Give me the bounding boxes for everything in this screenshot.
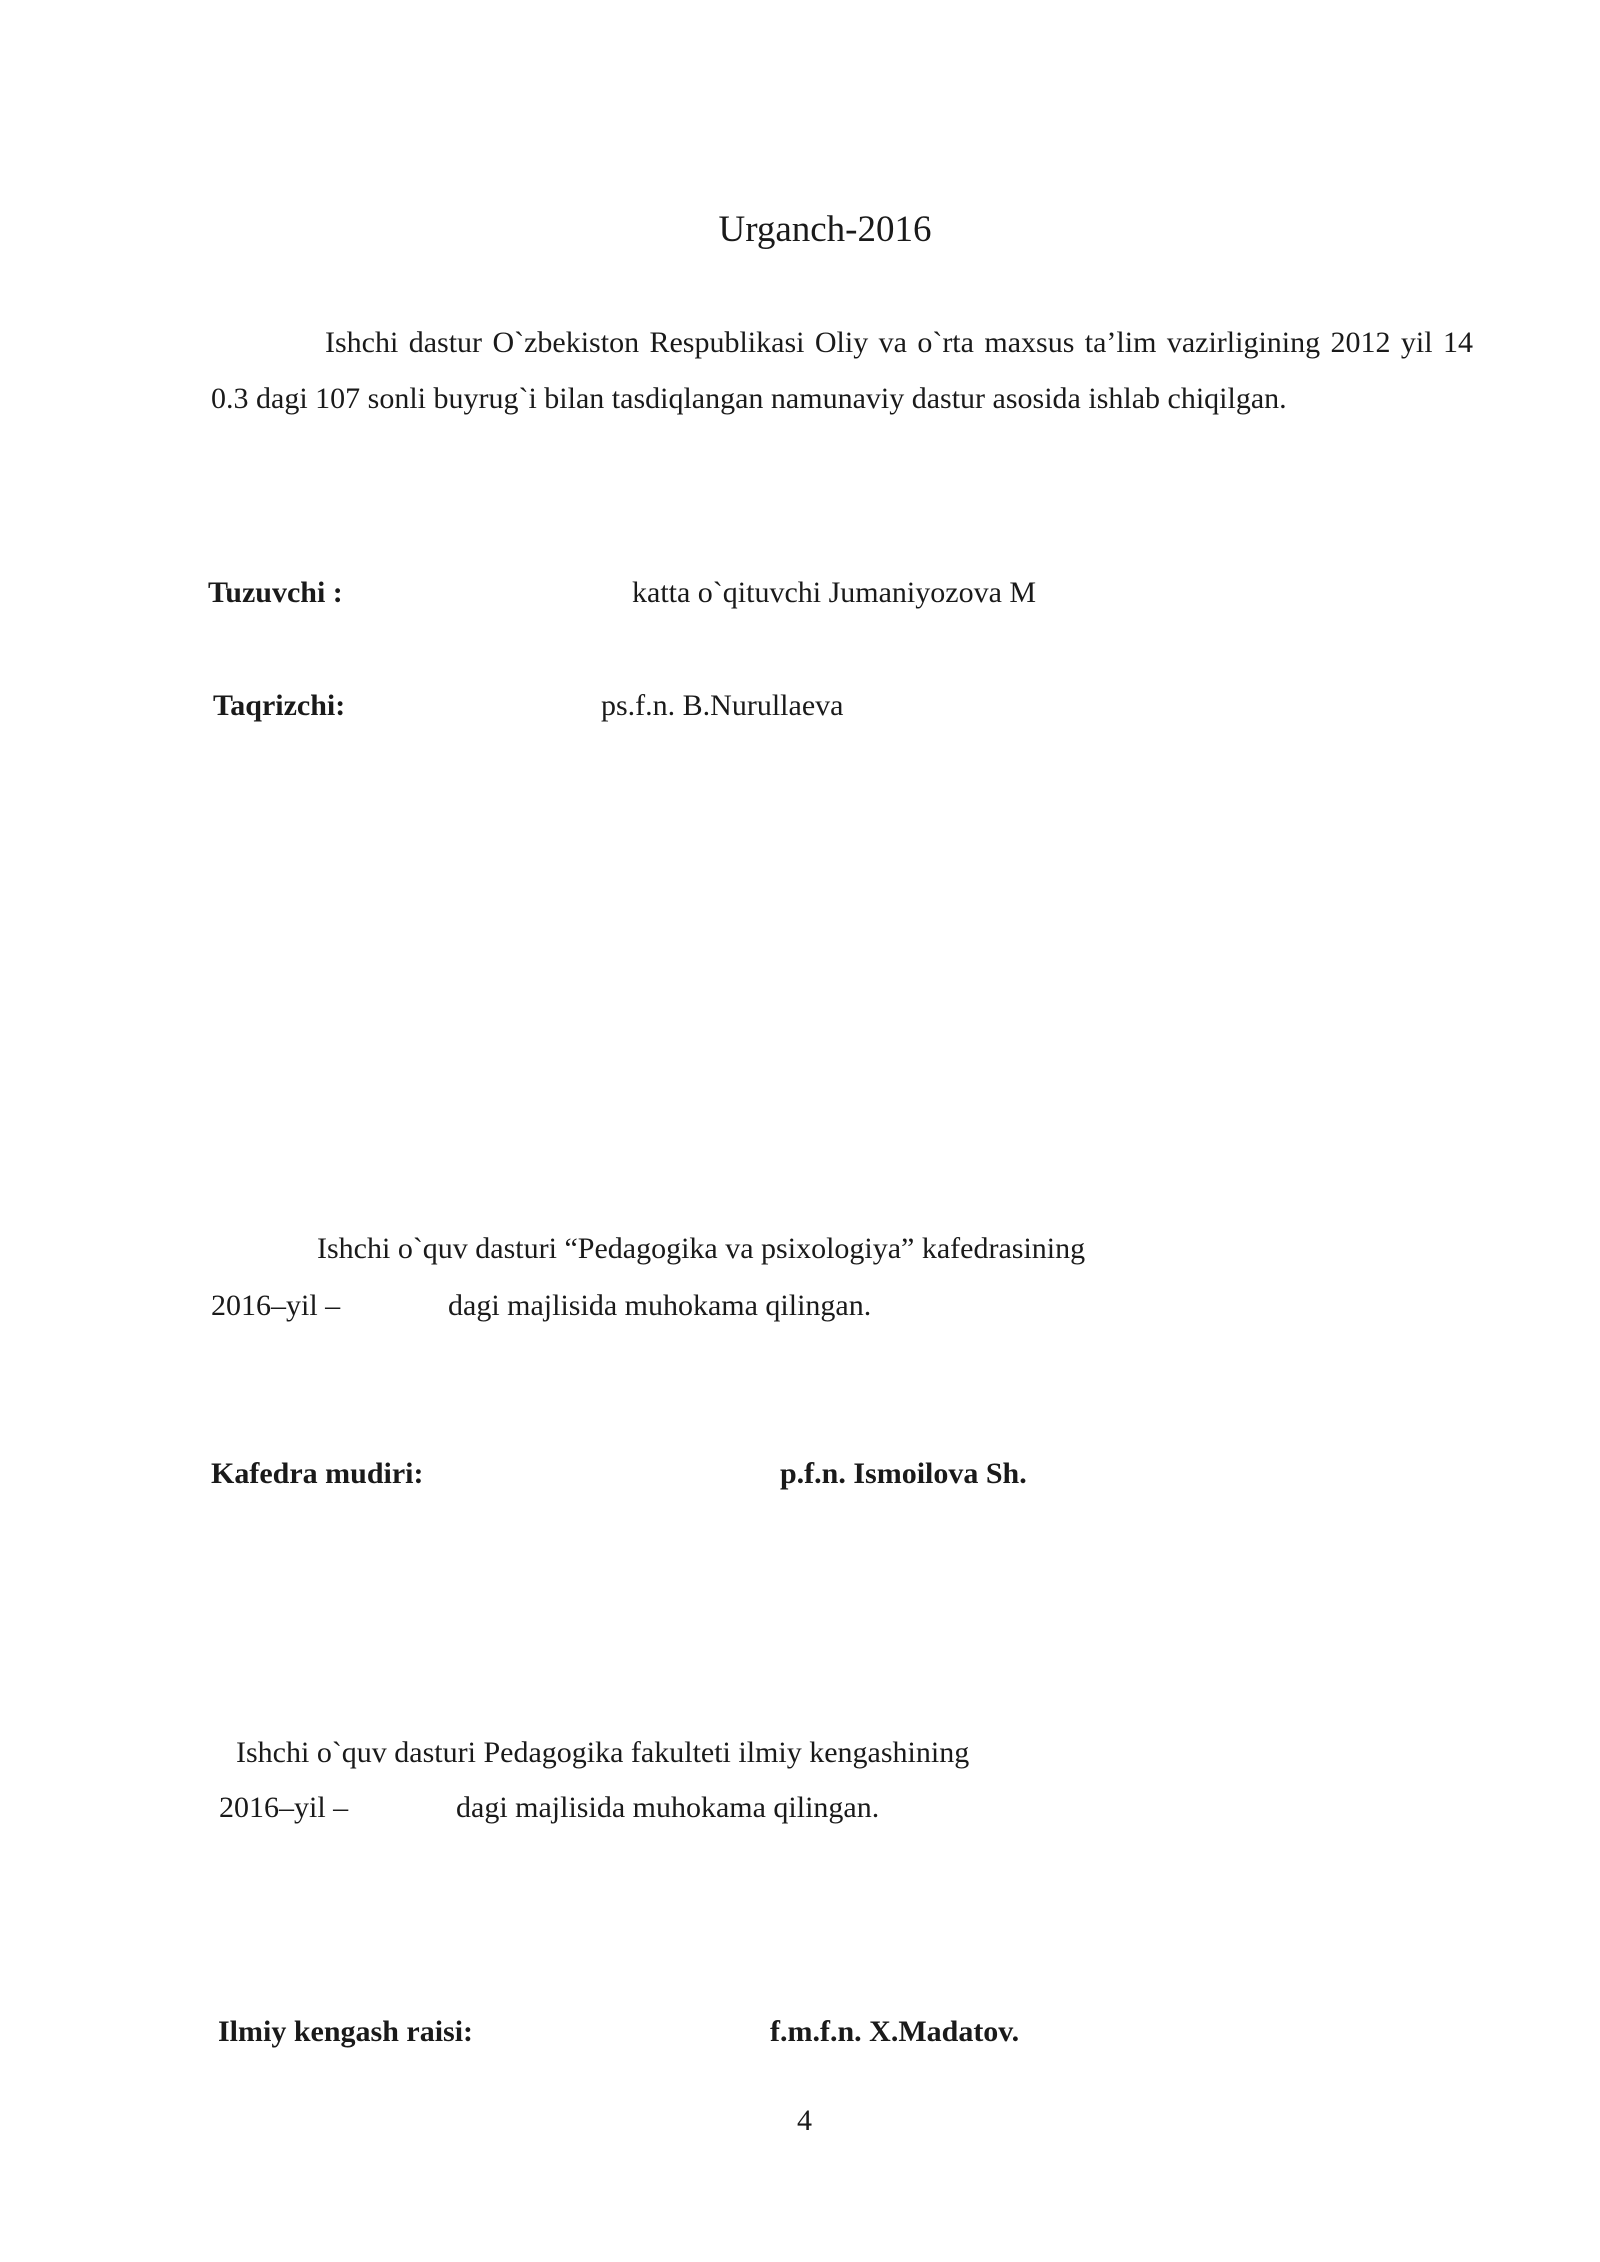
compiler-label: Tuzuvchi :	[208, 576, 343, 609]
council-chair-label: Ilmiy kengash raisi:	[218, 2015, 474, 2048]
department-head-value: p.f.n. Ismoilova Sh.	[780, 1457, 1027, 1490]
council-chair-value: f.m.f.n. X.Madatov.	[770, 2015, 1020, 2048]
department-discussion-line1: Ishchi o`quv dasturi “Pedagogika va psixologiya” kafedrasining	[317, 1232, 1086, 1265]
intro-paragraph-text: Ishchi dastur O`zbekiston Respublikasi Oliy va o`rta maxsus ta’lim vazirligining 2012 yil 14 0.3 dagi 107 sonli buyrug`i bilan tasdiqlangan namunaviy dastur asosida ishlab chiqilgan.	[211, 326, 1473, 415]
reviewer-label: Taqrizchi:	[213, 689, 346, 722]
department-head-label: Kafedra mudiri:	[211, 1457, 424, 1490]
faculty-discussion-year: 2016–yil –	[219, 1791, 349, 1824]
department-discussion-line2: dagi majlisida muhokama qilingan.	[448, 1289, 872, 1322]
page-number: 4	[797, 2104, 812, 2137]
reviewer-value: ps.f.n. B.Nurullaeva	[601, 689, 844, 722]
document-title: Urganch-2016	[718, 209, 932, 250]
department-discussion-year: 2016–yil –	[211, 1289, 341, 1322]
compiler-value: katta o`qituvchi Jumaniyozova M	[632, 576, 1037, 609]
faculty-discussion-line1: Ishchi o`quv dasturi Pedagogika fakulteti ilmiy kengashining	[236, 1736, 970, 1769]
faculty-discussion-line2: dagi majlisida muhokama qilingan.	[456, 1791, 880, 1824]
intro-paragraph	[211, 315, 1473, 427]
